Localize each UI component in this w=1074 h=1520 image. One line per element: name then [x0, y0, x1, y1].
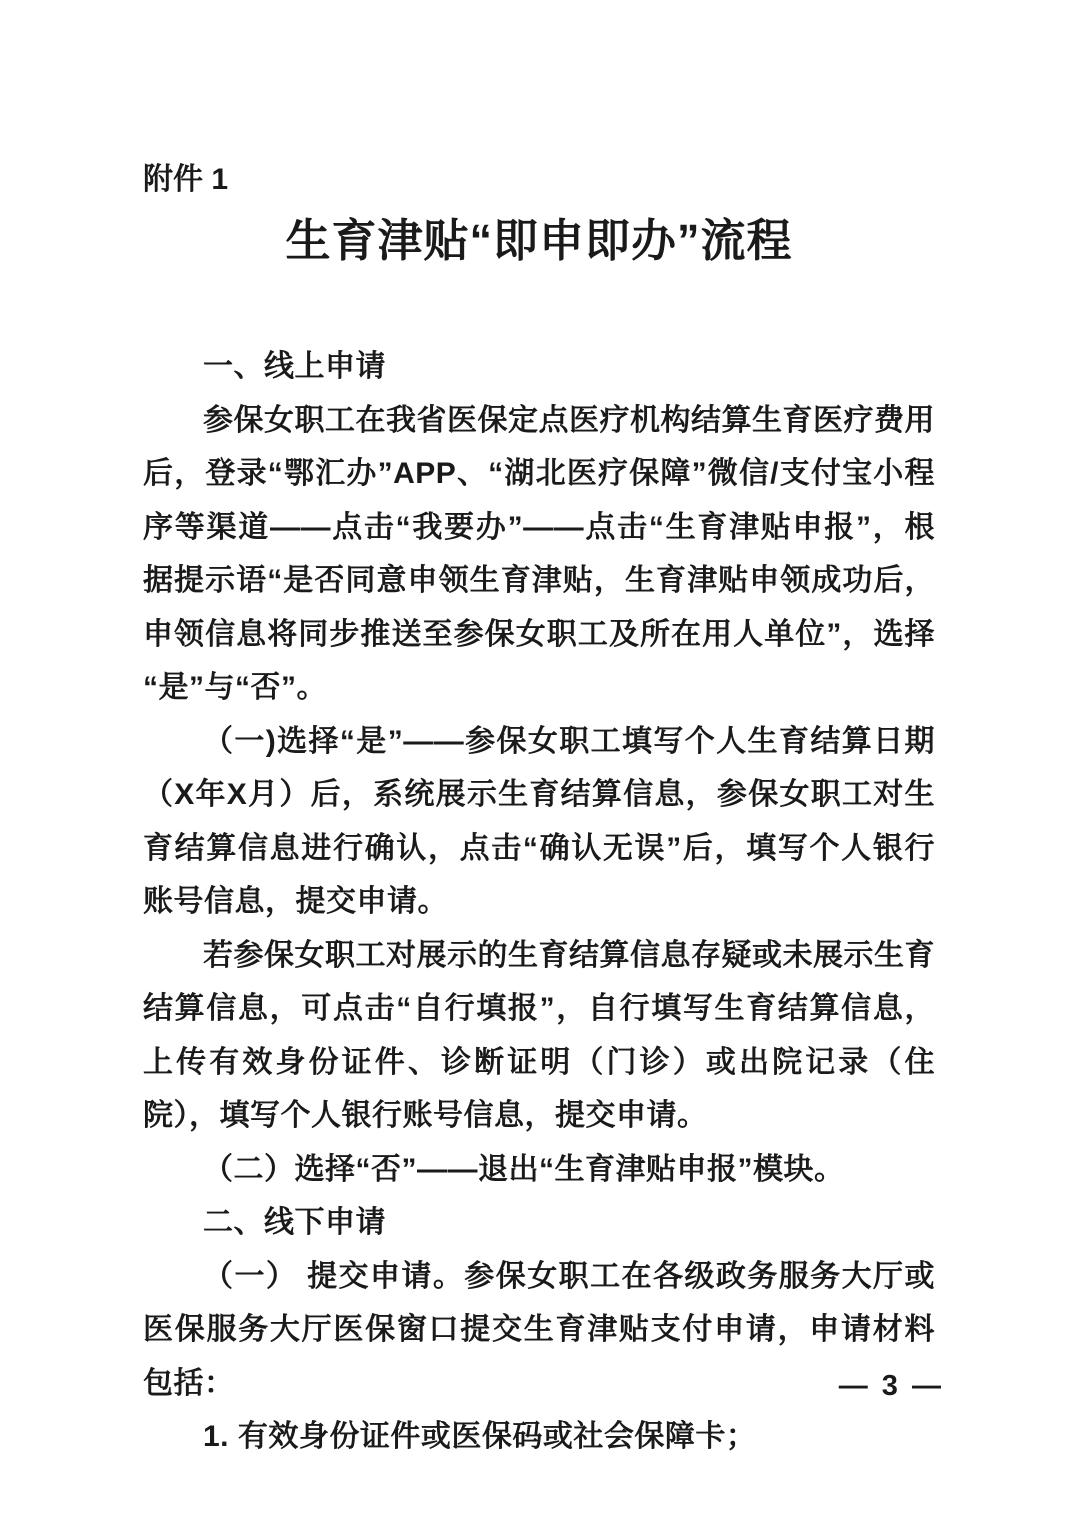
section-heading: 二、线下申请 — [203, 1206, 386, 1239]
page-number: — 3 — — [838, 1370, 944, 1402]
paragraph: （一)选择“是”——参保女职工填写个人生育结算日期（X年X月）后，系统展示生育结算信息，参保女职工对生育结算信息进行确认，点击“确认无误”后，填写个人银行账号信息，提交申请。 — [143, 724, 935, 918]
paragraph: （二）选择“否”——退出“生育津贴申报”模块。 — [203, 1152, 845, 1186]
attachment-label: 附件 1 — [143, 163, 229, 196]
document-body — [143, 340, 935, 1464]
paragraph: 参保女职工在我省医保定点医疗机构结算生育医疗费用后，登录“鄂汇办”APP、“湖北医疗保障”微信/支付宝小程序等渠道——点击“我要办”——点击“生育津贴申报”，根据提示语“是否同意申领生育津贴，生育津贴申领成功后，申领信息将同步推送至参保女职工及所在用人单位”，选择“是”与“否”。 — [143, 403, 935, 704]
paragraph: 1. 有效身份证件或医保码或社会保障卡； — [203, 1420, 757, 1453]
paragraph: 若参保女职工对展示的生育结算信息存疑或未展示生育结算信息，可点击“自行填报”，自行填写生育结算信息，上传有效身份证件、诊断证明（门诊）或出院记录（住院），填写个人银行账号信息，提交申请。 — [143, 938, 935, 1132]
document-title: 生育津贴“即申即办”流程 — [285, 215, 793, 266]
paragraph: （一） 提交申请。参保女职工在各级政务服务大厅或医保服务大厅医保窗口提交生育津贴支付申请，申请材料包括： — [143, 1259, 935, 1400]
section-heading: 一、线上申请 — [203, 350, 386, 383]
